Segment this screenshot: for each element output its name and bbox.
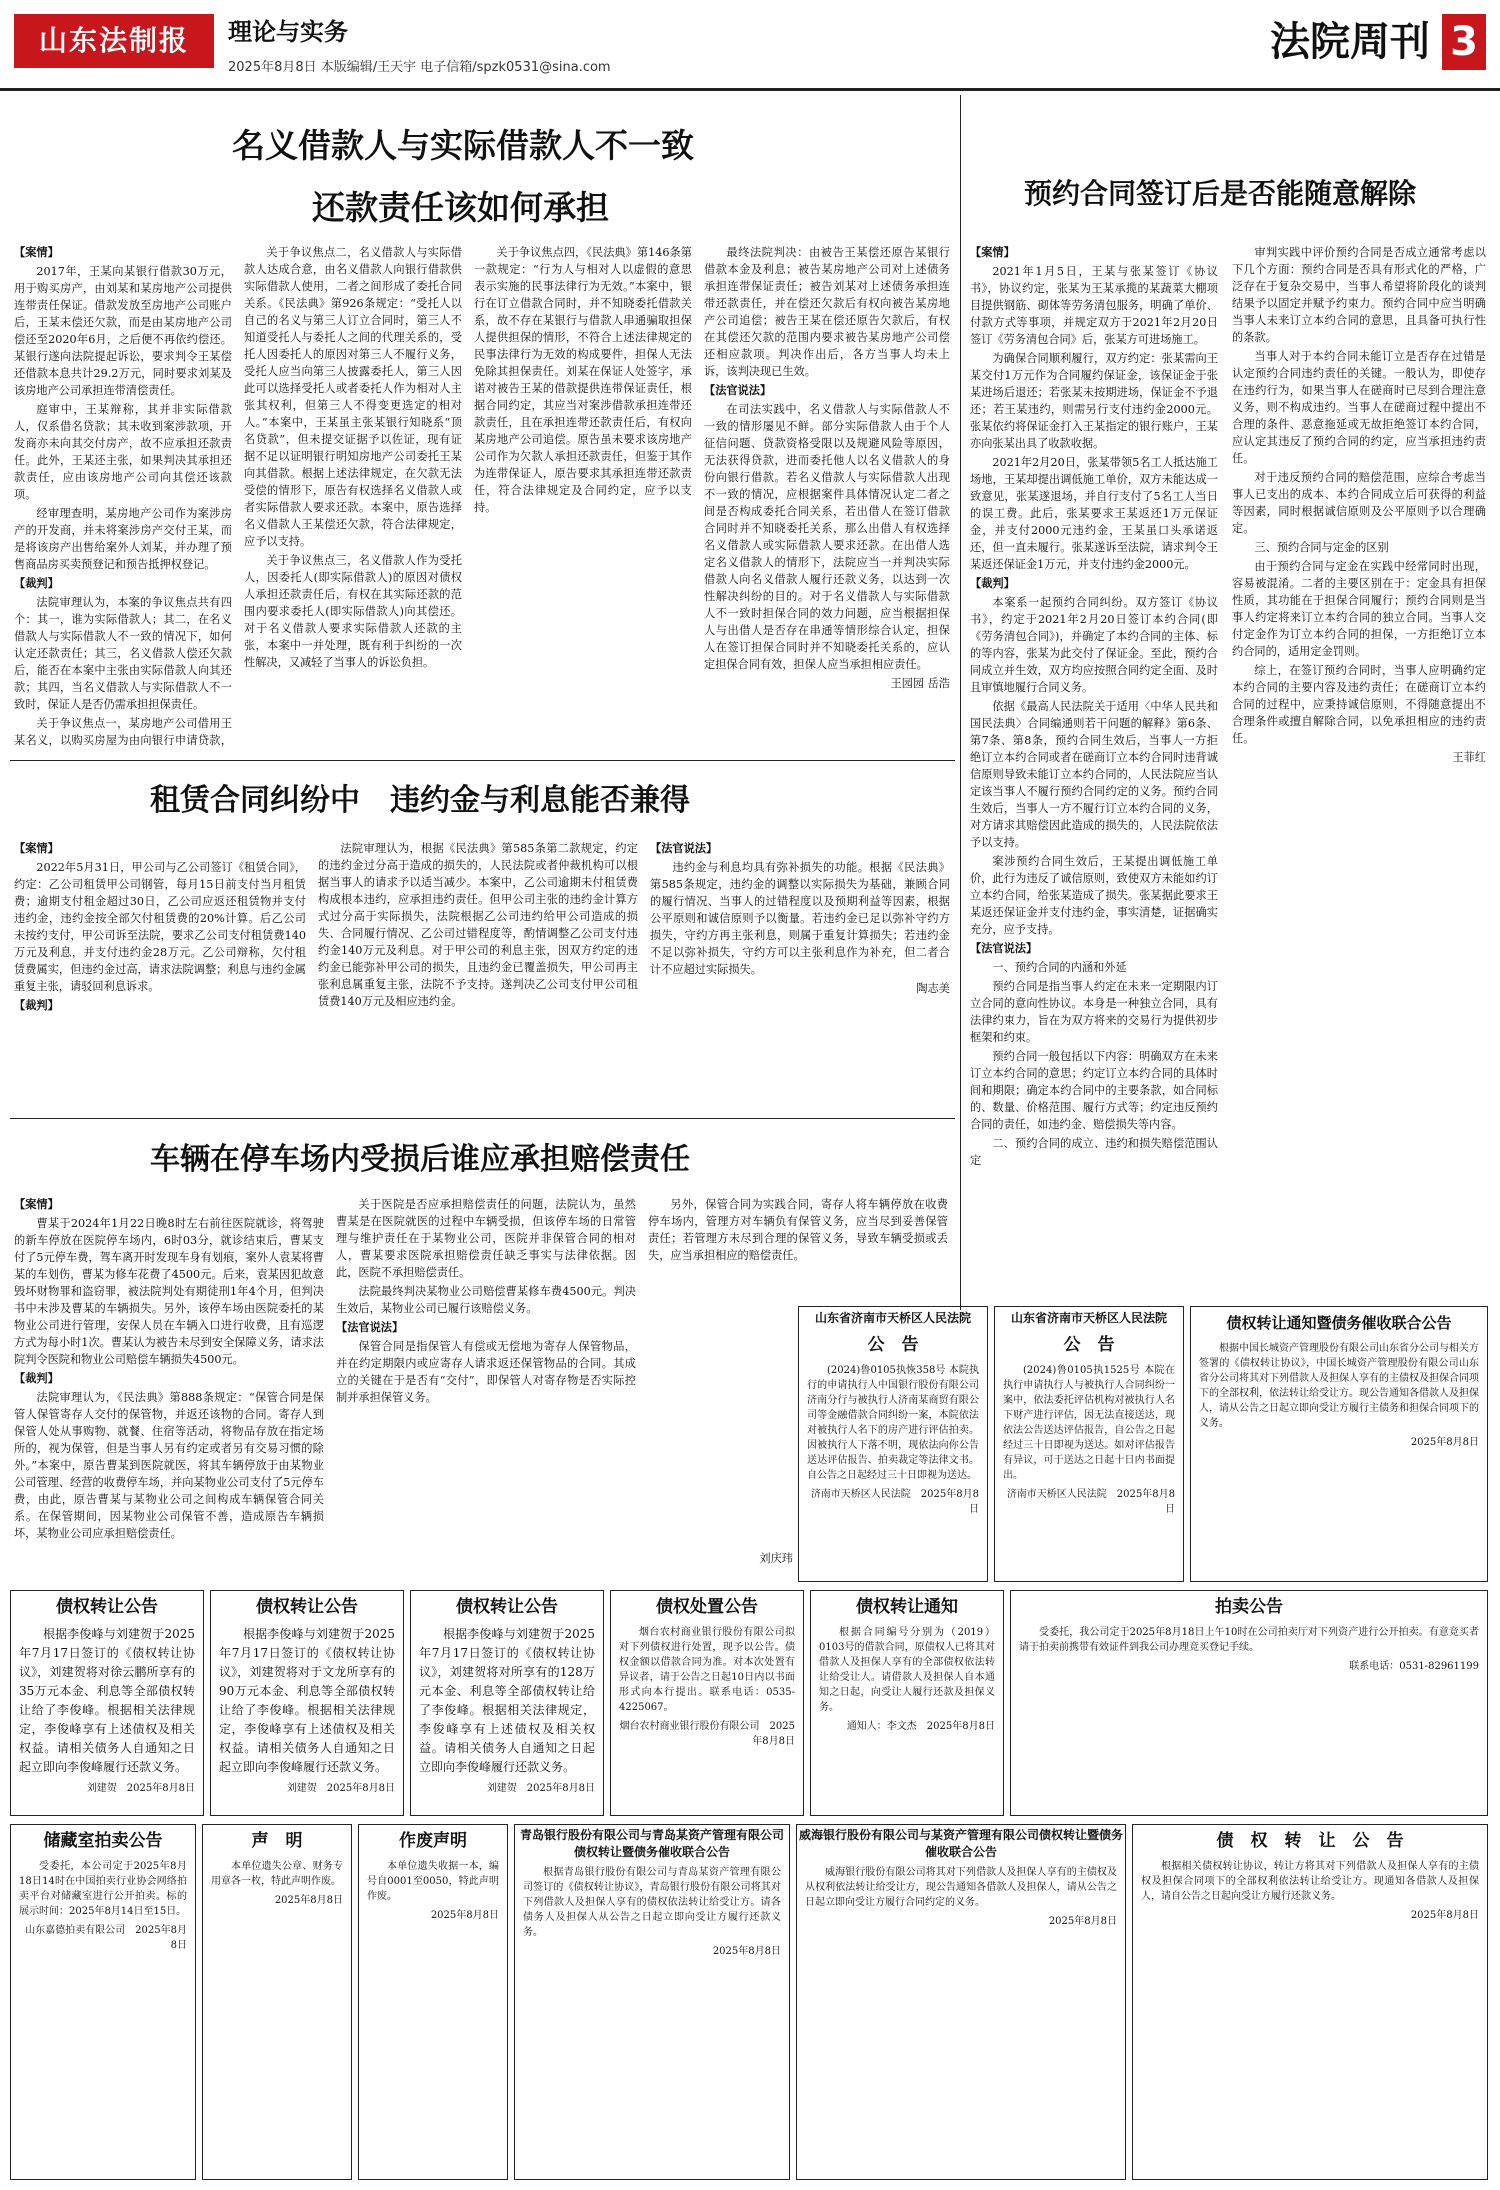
debt-transfer-notice-1 [10,1590,204,1816]
article4-para: 关于医院是否应承担赔偿责任的问题，法院认为，虽然曹某是在医院就医的过程中车辆受损，但该停车场的日常管理与维护责任在于某物业公司，医院并非保管合同的相对人，曹某要求医院承担赔偿责任缺乏事实与法律依据。因此，医院不承担赔偿责任。 [336,1198,636,1279]
weekly-title: 法院周刊 [1270,19,1430,65]
notice-title: 拍卖公告 [1215,1597,1283,1617]
notice-sign: 山东嘉德拍卖有限公司 2025年8月8日 [25,1925,187,1951]
article2-para: 为确保合同顺利履行，双方约定：张某需向王某交付1万元作为合同履约保证金，该保证金于张某进场后退还；若张某未按期进场，保证金不予退还；若王某违约，则需另行支付违约金2000元。张某依约将保证金打入王某指定的银行账户，王某亦向张某出具了收款收据。 [970,352,1218,450]
article2-para: 审判实践中评价预约合同是否成立通常考虑以下几个方面：预约合同是否具有形式化的严格，广泛存在于复杂交易中，当事人希望将阶段化的谈判结果予以固定并赋予约束力。预约合同中应当明确当事人未来订立本约合同的意思，且具备可执行性的条款。 [1232,246,1486,344]
article2-para: 由于预约合同与定金在实践中经常同时出现，容易被混淆。二者的主要区别在于：定金具有担保性质，其功能在于担保合同履行；预约合同则是当事人约定将来订立本约合同的独立合同。当事人交付定金作为订立本约合同的担保，一方拒绝订立本约合同的，适用定金罚则。 [1232,560,1486,658]
article4-para: 法院最终判决某物业公司赔偿曹某修车费4500元。判决生效后，某物业公司已履行该赔偿义务。 [336,1285,636,1315]
article3-tag-verdict: 【裁判】 [14,998,59,1012]
article1-para: 关于争议焦点一，某房地产公司借用王某名义，以购买房屋为由向银行申请贷款， [14,717,232,747]
notice-sign: 刘建贺 2025年8月8日 [486,1783,595,1794]
notice-body: 根据李俊峰与刘建贺于2025年7月17日签订的《债权转让协议》，刘建贺将对于文龙所享有的90万元本金、利息等全部债权转让给了李俊峰。根据相关法律规定，李俊峰享有上述债权及相关权益。请相关债务人自通知之日起立即向李俊峰履行还款义务。 [219,1627,395,1774]
article3-col3 [650,840,950,1110]
article2-para: 对于违反预约合同的赔偿范围，应综合考虑当事人已支出的成本、本约合同成立后可获得的利益等因素，同时根据诚信原则及公平原则予以合理确定。 [1232,471,1486,535]
article4-col2 [336,1196,636,1576]
article2-para: 2021年1月5日，王某与张某签订《协议书》，协议约定，张某为王某承揽的某蔬菜大棚项目提供钢筋、砌体等劳务清包服务，明确了单价、付款方式等事项，并规定双方于2021年2月20日签订《劳务清包合同》后，张某方可进场施工。 [970,265,1218,346]
notice-body: 本单位遗失收据一本，编号自0001至0050，特此声明作废。 [367,1861,499,1902]
article3-col1 [14,840,306,1110]
article3-title: 租赁合同纠纷中 违约金与利息能否兼得 [150,783,690,818]
article1-para: 关于争议焦点四，《民法典》第146条第一款规定：“行为人与相对人以虚假的意思表示实施的民事法律行为无效。”本案中，银行在订立借款合同时，并不知晓委托借款关系，故不存在某银行与借款人串通骗取担保人提供担保的情形，不符合上述法律规定的民事法律行为无效的构成要件，担保人无法免除其担保责任。刘某在保证人处签字，承诺对被告王某的借款提供连带保证责任，根据合同约定，其应当对案涉借款承担连带还款责任，且在承担连带还款责任后，有权向某房地产公司追偿。原告虽未要求该房地产公司作为欠款人承担还款责任，但鉴于其作为连带保证人，原告要求其承担连带还款责任，符合法律规定及合同约定，应予以支持。 [474,246,692,514]
article1-tag-verdict: 【裁判】 [14,576,59,590]
article1-col4 [704,244,950,749]
article2-para: 案涉预约合同生效后，王某提出调低施工单价，此行为违反了诚信原则，致使双方未能如约订立本约合同，给张某造成了损失。张某据此要求王某返还保证金并支付违约金，事实清楚，证据确实充分，应予支持。 [970,855,1218,936]
article4-para: 法院审理认为，《民法典》第888条规定：“保管合同是保管人保管寄存人交付的保管物，并返还该物的合同。寄存人到保管人处从事购物、就餐、住宿等活动，将物品存放在指定场所的，视为保管，但是当事人另有约定或者另有交易习惯的除外。”本案中，原告曹某到医院就医，将其车辆停放于由某物业公司管理、经营的收费停车场，并向某物业公司支付了5元停车费，由此，原告曹某与某物业公司之间构成车辆保管合同关系。在保管期间，因某物业公司保管不善，造成原告车辆损坏，某物业公司应承担赔偿责任。 [14,1391,324,1540]
article4-para: 另外，保管合同为实践合同，寄存人将车辆停放在收费停车场内，管理方对车辆负有保管义务，应当尽到妥善保管责任；若管理方未尽到合理的保管义务，导致车辆受损或丢失，应当承担相应的赔偿责任。 [648,1198,948,1262]
notice-body: 根据中国长城资产管理股份有限公司山东省分公司与相关方签署的《债权转让协议》，中国长城资产管理股份有限公司山东省分公司将其对下列借款人及担保人享有的主债权及担保合同项下的全部权利，依法转让给受让方。现公告通知各借款人及担保人，请从公告之日起立即向受让方履行主债务和担保合同项下的义务。 [1199,1343,1479,1429]
article1-para: 法院审理认为，本案的争议焦点共有四个：其一，谁为实际借款人；其二，在名义借款人与实际借款人不一致的情况下，如何认定还款责任；其三，名义借款人偿还欠款后，能否在本案中主张由实际借款人向其还款；其四，当名义借款人与实际借款人不一致时，保证人是否仍需承担担保责任。 [14,596,232,711]
article3-author: 陶志美 [916,982,950,995]
notice-title: 债权转让公告 [456,1597,558,1617]
court-notice-sign: 济南市天桥区人民法院 2025年8月8日 [810,1489,979,1515]
debt-transfer-notice-3 [410,1590,604,1816]
article4-para: 曹某于2024年1月22日晚8时左右前往医院就诊，将驾驶的新车停放在医院停车场内，6时03分，就诊结束后，曹某支付了5元停车费，驾车离开时发现车身有划痕，案外人袁某将曹某的车划伤，曹某为修车花费了4500元。后来，袁某因犯故意毁坏财物罪和盗窃罪，被法院判处有期徒刑1年4个月，但判决书中未涉及曹某的车辆损失。另外，该停车场由医院委托的某物业公司进行管理，安保人员在车辆入口进行收费，且有巡逻方式为每小时1次。曹某认为被告未尽到安全保障义务，请求法院判令医院和物业公司赔偿车辆损失4500元。 [14,1217,324,1366]
article2-para: 本案系一起预约合同纠纷。双方签订《协议书》，约定于2021年2月20日签订本约合同(即《劳务清包合同》)，并确定了本约合同的主体、标的等内容，张某为此交付了保证金。至此，预约合同成立并生效，双方均应按照合同约定全面、及时且审慎地履行合同义务。 [970,596,1218,694]
article2-para: 预约合同一般包括以下内容：明确双方在未来订立本约合同的意思；约定订立本约合同的具体时间和期限；确定本约合同中的主要条款，如合同标的、数量、价格范围、履行方式等；约定违反预约合同的责任，如违约金、赔偿损失等内容。 [970,1050,1218,1131]
notice-title: 威海银行股份有限公司与某资产管理有限公司债权转让暨债务催收联合公告 [798,1828,1123,1859]
article4-col3 [648,1196,948,1291]
column-divider [960,95,961,1310]
notice-sign: 刘建贺 2025年8月8日 [86,1783,195,1794]
article4-tag-case: 【案情】 [14,1197,59,1211]
debt-transfer-notice-2 [210,1590,404,1816]
notice-sign: 2025年8月8日 [712,1946,781,1957]
article4-tag-judge: 【法官说法】 [336,1320,404,1334]
article2-para: 一、预约合同的内涵和外延 [992,961,1127,974]
notice-body: 根据合同编号分别为（2019）0103号的借款合同，原债权人已将其对借款人及担保人享有的全部债权依法转让给受让人。请借款人及担保人自本通知之日起，向受让人履行还款及担保义务。 [819,1627,995,1713]
notice-body: 受委托，我公司定于2025年8月18日上午10时在公司拍卖厅对下列资产进行公开拍卖。有意竞买者请于拍卖前携带有效证件到我公司办理竞买登记手续。 [1019,1627,1479,1653]
article2-para: 三、预约合同与定金的区别 [1254,541,1389,554]
debt-disposal-notice [610,1590,804,1816]
debt-collection-notice [1190,1306,1488,1582]
notice-sign: 2025年8月8日 [1410,1437,1479,1448]
article1-tag-case: 【案情】 [14,245,59,259]
notice-title: 声 明 [251,1831,303,1851]
notice-title: 作废声明 [399,1831,467,1851]
article2-tag-case: 【案情】 [970,245,1015,259]
notice-body: 根据李俊峰与刘建贺于2025年7月17日签订的《债权转让协议》，刘建贺将对所享有的128万元本金、利息等全部债权转让给了李俊峰。根据相关法律规定，李俊峰享有上述债权及相关权益。请相关债务人自通知之日起立即向李俊峰履行还款义务。 [419,1627,595,1774]
article4-author: 刘庆玮 [759,1552,793,1565]
article4-title: 车辆在停车场内受损后谁应承担赔偿责任 [150,1142,690,1177]
article1-author: 王园园 岳浩 [890,677,950,690]
notice-body: 受委托，本公司定于2025年8月18日14时在中国拍卖行业协会网络拍卖平台对储藏室进行公开拍卖。标的展示时间：2025年8月14日至15日。 [19,1861,187,1917]
article3-tag-case: 【案情】 [14,841,59,855]
article2-tag-verdict: 【裁判】 [970,576,1015,590]
notice-sign: 联系电话：0531-82961199 [1349,1661,1479,1672]
notice-sign: 刘建贺 2025年8月8日 [286,1783,395,1794]
article2-para: 当事人对于本约合同未能订立是否存在过错是认定预约合同违约责任的关键。一般认为，即使存在违约行为，如果当事人在磋商时已尽到合理注意义务，则不构成违约。当事人在磋商过程中提出不合理的条件、恶意拖延或无故拒绝签订本约合同，应认定其违反了预约合同的约定，应当承担违约责任。 [1232,350,1486,465]
article3-para: 2022年5月31日，甲公司与乙公司签订《租赁合同》，约定：乙公司租赁甲公司钢管，每月15日前支付当月租赁费；逾期支付租金超过30日，乙公司应返还租赁物并支付违约金，违约金按全部欠付租赁费的20%计算。后乙公司未按约支付，甲公司诉至法院，要求乙公司支付租赁费140万元及利息，并支付违约金28万元。乙公司辩称，欠付租赁费属实，但违约金过高，请求法院调整；利息与违约金属重复主张，请驳回利息诉求。 [14,861,306,993]
court-notice-1 [798,1306,988,1582]
article4-tag-verdict: 【裁判】 [14,1371,59,1385]
article3-col2 [318,840,638,1110]
notice-title: 储藏室拍卖公告 [43,1831,163,1851]
section-title: 理论与实务 [228,18,348,46]
notice-body: 根据相关债权转让协议，转让方将其对下列借款人及担保人享有的主债权及担保合同项下的全部权利依法转让给受让方。现通知各借款人及担保人，请自公告之日起向受让方履行还款义务。 [1141,1861,1479,1902]
auction-notice [1010,1590,1488,1816]
article2-col1 [970,244,1218,1304]
article2-title: 预约合同签订后是否能随意解除 [1024,177,1417,210]
declaration-notice [202,1824,352,2180]
court-notice-body: (2024)鲁0105执恢358号 本院执行的申请执行人中国银行股份有限公司济南分行与被执行人济南某商贸有限公司等金融借款合同纠纷一案，本院依法对被执行人名下的房产进行评估拍卖。因被执行人下落不明，现依法向你公告送达评估报告、拍卖裁定等法律文书。自公告之日起经过三十日即视为送达。 [807,1365,979,1481]
article1-col3 [474,244,692,749]
court-notice-body: (2024)鲁0105执1525号 本院在执行申请执行人与被执行人合同纠纷一案中，依法委托评估机构对被执行人名下财产进行评估，因无法直接送达，现依法公告送达评估报告，自公告之日起经过三十日即视为送达。如对评估报告有异议，可于送达之日起十日内书面提出。 [1003,1365,1175,1481]
final-debt-transfer-notice [1132,1824,1488,2180]
court-notice-subtitle: 公 告 [1063,1335,1115,1355]
divider [10,1118,955,1119]
notice-body: 威海银行股份有限公司将其对下列借款人及担保人享有的主债权及从权利依法转让给受让方，现公告通知各借款人及担保人，请从公告之日起立即向受让方履行合同约定的义务。 [805,1867,1117,1908]
article3-tag-judge: 【法官说法】 [650,841,718,855]
article2-para: 2021年2月20日，张某带领5名工人抵达施工场地，王某却提出调低施工单价，双方未能达成一致意见，张某遂退场，并自行支付了5名工人当日的误工费。此后，张某要求王某返还1万元保证金，并支付2000元违约金，王某虽口头承诺返还，但一直未履行。张某遂诉至法院，请求判令王某返还保证金1万元，并支付违约金2000元。 [970,456,1218,571]
notice-body: 本单位遗失公章、财务专用章各一枚，特此声明作废。 [211,1861,343,1887]
notice-title: 债权转让公告 [256,1597,358,1617]
debt-transfer-notification [810,1590,1004,1816]
notice-title: 债权转让通知 [856,1597,958,1617]
article2-col2 [1232,244,1486,1304]
article2-tag-judge: 【法官说法】 [970,941,1038,955]
article3-para: 法院审理认为，根据《民法典》第585条第二款规定，约定的违约金过分高于造成的损失的，人民法院或者仲裁机构可以根据当事人的请求予以适当减少。本案中，乙公司逾期未付租赁费构成根本违约，应承担违约责任。但甲公司主张的违约金计算方式过分高于实际损失，法院根据乙公司违约给甲公司造成的损失、合同履行情况、乙公司过错程度等，酌情调整乙公司支付违约金140万元及利息。对于甲公司的利息主张，因双方约定的违约金已能弥补甲公司的损失，且违约金已覆盖损失，甲公司再主张利息属重复主张，法院不予支持。遂判决乙公司支付甲公司租赁费140万元及相应违约金。 [318,842,638,1008]
article1-title-line2: 还款责任该如何承担 [312,188,609,227]
court-notice-subtitle: 公 告 [867,1335,919,1355]
page-number: 3 [1442,14,1486,70]
court-notice-title: 山东省济南市天桥区人民法院 [814,1311,971,1325]
notice-title: 债权转让通知暨债务催收联合公告 [1226,1314,1452,1332]
weihai-bank-notice [796,1824,1126,2180]
court-notice-sign: 济南市天桥区人民法院 2025年8月8日 [1006,1489,1175,1515]
article1-para: 2017年，王某向某银行借款30万元，用于购买房产，由刘某和某房地产公司提供连带责任保证。借款发放至房地产公司账户后，王某未偿还欠款，而是由某房地产公司偿还至2020年6月，之后便不再依约偿还。某银行遂向法院提起诉讼，要求判令王某偿还借款本息共计29.2万元，同时要求刘某及该房地产公司承担连带清偿责任。 [14,265,232,397]
article1-col2 [244,244,462,749]
notice-sign: 烟台农村商业银行股份有限公司 2025年8月8日 [619,1721,795,1747]
notice-sign: 通知人：李文杰 2025年8月8日 [846,1721,995,1732]
article4-col1 [14,1196,324,1576]
issue-meta: 2025年8月8日 本版编辑/王天宇 电子信箱/spzk0531@sina.com [228,60,611,75]
notice-body: 烟台农村商业银行股份有限公司拟对下列债权进行处置，现予以公告。债权金额以借款合同为准。对本次处置有异议者，请于公告之日起10日内以书面形式向本行提出。联系电话：0535-4225067。 [619,1627,795,1713]
article1-tag-judge: 【法官说法】 [704,383,772,397]
article4-para: 保管合同是指保管人有偿或无偿地为寄存人保管物品，并在约定期限内或应寄存人请求返还保管物品的合同。其成立的关键在于是否有“交付”，即保管人对寄存物是否实际控制并承担保管义务。 [336,1340,636,1404]
notice-body: 根据李俊峰与刘建贺于2025年7月17日签订的《债权转让协议》，刘建贺将对徐云鹏所享有的35万元本金、利息等全部债权转让给了李俊峰。根据相关法律规定，李俊峰享有上述债权及相关权益。请相关债务人自通知之日起立即向李俊峰履行还款义务。 [19,1627,195,1774]
court-notice-title: 山东省济南市天桥区人民法院 [1010,1311,1167,1325]
page-header [0,0,1500,91]
article1-col1 [14,244,232,749]
notice-sign: 2025年8月8日 [430,1910,499,1921]
notice-title: 青岛银行股份有限公司与青岛某资产管理有限公司债权转让暨债务催收联合公告 [519,1828,784,1859]
article2-author: 王菲红 [1452,751,1486,764]
article2-para: 二、预约合同的成立、违约和损失赔偿范围认定 [970,1137,1218,1167]
article1-para: 在司法实践中，名义借款人与实际借款人不一致的情形屡见不鲜。部分实际借款人由于个人征信问题、贷款资格受限以及规避风险等原因，无法获得贷款，进而委托他人以名义借款人的身份向银行借款。若名义借款人与实际借款人出现不一致的情况，应根据案件具体情况认定二者之间是否构成委托合同关系，若出借人在签订借款合同时并不知晓委托关系，那么出借人有权选择名义借款人或实际借款人要求还款。在出借人选定名义借款人的情形下，法院应当一并判决实际借款人向名义借款人履行还款义务，以达到一次性解决纠纷的目的。对于名义借款人与实际借款人不一致时担保合同的效力问题，应当根据担保人与出借人是否存在串通等情形综合认定，担保人在签订担保合同时并不知晓委托关系的，应认定担保合同有效，担保人应当承担相应责任。 [704,403,950,671]
article1-para: 庭审中，王某辩称，其并非实际借款人，仅系借名贷款；其未收到案涉款项，开发商亦未向其交付房产，故不应承担还款责任。此外，王某还主张，如果判决其承担还款责任，应由该房地产公司向其偿还该款项。 [14,403,232,501]
notice-sign: 2025年8月8日 [274,1895,343,1906]
newspaper-logo: 山东法制报 [14,14,214,68]
article2-para: 依据《最高人民法院关于适用〈中华人民共和国民法典〉合同编通则若干问题的解释》第6条、第7条、第8条，预约合同生效后，当事人一方拒绝订立本约合同或者在磋商订立本约合同时违背诚信原则导致未能订立本约合同的，人民法院应当认定该当事人不履行预约合同约定的义务。预约合同生效后，当事人一方不履行订立本约合同的义务，对方请求其赔偿因此造成的损失的，人民法院依法予以支持。 [970,700,1218,849]
notice-body: 根据青岛银行股份有限公司与青岛某资产管理有限公司签订的《债权转让协议》，青岛银行股份有限公司将其对下列借款人及担保人享有的债权依法转让给受让方。请各债务人及担保人从公告之日起立即向受让方履行还款义务。 [523,1867,781,1938]
storage-auction-notice [10,1824,196,2180]
void-declaration-notice [358,1824,508,2180]
article2-para: 综上，在签订预约合同时，当事人应明确约定本约合同的主要内容及违约责任；在磋商订立本约合同的过程中，应秉持诚信原则，不得随意提出不合理条件或擅自解除合同，以免承担相应的违约责任。 [1232,664,1486,745]
notice-title: 债 权 转 让 公 告 [1216,1831,1404,1851]
divider [10,760,955,761]
article1-para: 关于争议焦点三，名义借款人作为受托人，因委托人(即实际借款人)的原因对债权人承担还款责任后，有权在其实际还款的范围内要求委托人(即实际借款人)向其偿还。对于名义借款人要求实际借款人还款的主张，本案中一并处理，既有利于纠纷的一次性解决，又减轻了当事人的诉讼负担。 [244,554,462,669]
notice-sign: 2025年8月8日 [1048,1916,1117,1927]
notice-title: 债权转让公告 [56,1597,158,1617]
court-notice-2 [994,1306,1184,1582]
bank-debt-notice [514,1824,790,2180]
article3-para: 违约金与利息均具有弥补损失的功能。根据《民法典》第585条规定，违约金的调整以实际损失为基础，兼顾合同的履行情况、当事人的过错程度以及预期利益等因素，根据公平原则和诚信原则予以衡量。若违约金已足以弥补守约方损失，守约方再主张利息，则属于重复计算损失；若违约金不足以弥补损失，守约方可以主张利息作为补充，但二者合计不应超过实际损失。 [650,861,950,976]
article1-para: 经审理查明，某房地产公司作为案涉房产的开发商，并未将案涉房产交付王某，而是将该房产出售给案外人刘某，并办理了预售商品房买卖预登记和预告抵押权登记。 [14,507,232,571]
article4-col3b [648,1300,793,1575]
notice-sign: 2025年8月8日 [1410,1910,1479,1921]
article1-title-line1: 名义借款人与实际借款人不一致 [232,126,694,165]
article2-para: 预约合同是指当事人约定在未来一定期限内订立合同的意向性协议。本身是一种独立合同，具有法律约束力，旨在为双方将来的交易行为提供初步框架和约束。 [970,980,1218,1044]
notice-title: 债权处置公告 [656,1597,758,1617]
article1-para: 最终法院判决：由被告王某偿还原告某银行借款本金及利息；被告某房地产公司对上述债务承担连带保证责任；被告刘某对上述债务承担连带还款责任，并在偿还欠款后有权向被告某房地产公司追偿；被告王某在偿还原告欠款后，有权在其偿还欠款的范围内要求被告某房地产公司偿还相应款项。判决作出后，各方当事人均未上诉，该判决现已生效。 [704,246,950,378]
article1-para: 关于争议焦点二，名义借款人与实际借款人达成合意，由名义借款人向银行借款供实际借款人使用，二者之间形成了委托合同关系。《民法典》第926条规定：“受托人以自己的名义与第三人订立合同时，第三人不知道受托人与委托人之间的代理关系的，受托人因委托人的原因对第三人不履行义务，受托人应当向第三人披露委托人，第三人因此可以选择受托人或者委托人作为相对人主张其权利，但第三人不得变更选定的相对人。”本案中，王某虽主张某银行知晓系“顶名贷款”，但未提交证据予以佐证，现有证据不足以证明银行明知房地产公司委托王某向其借款。根据上述法律规定，在欠款无法受偿的情形下，原告有权选择名义借款人或者实际借款人要求还款。本案中，原告选择名义借款人王某偿还欠款，符合法律规定，应予以支持。 [244,246,462,548]
